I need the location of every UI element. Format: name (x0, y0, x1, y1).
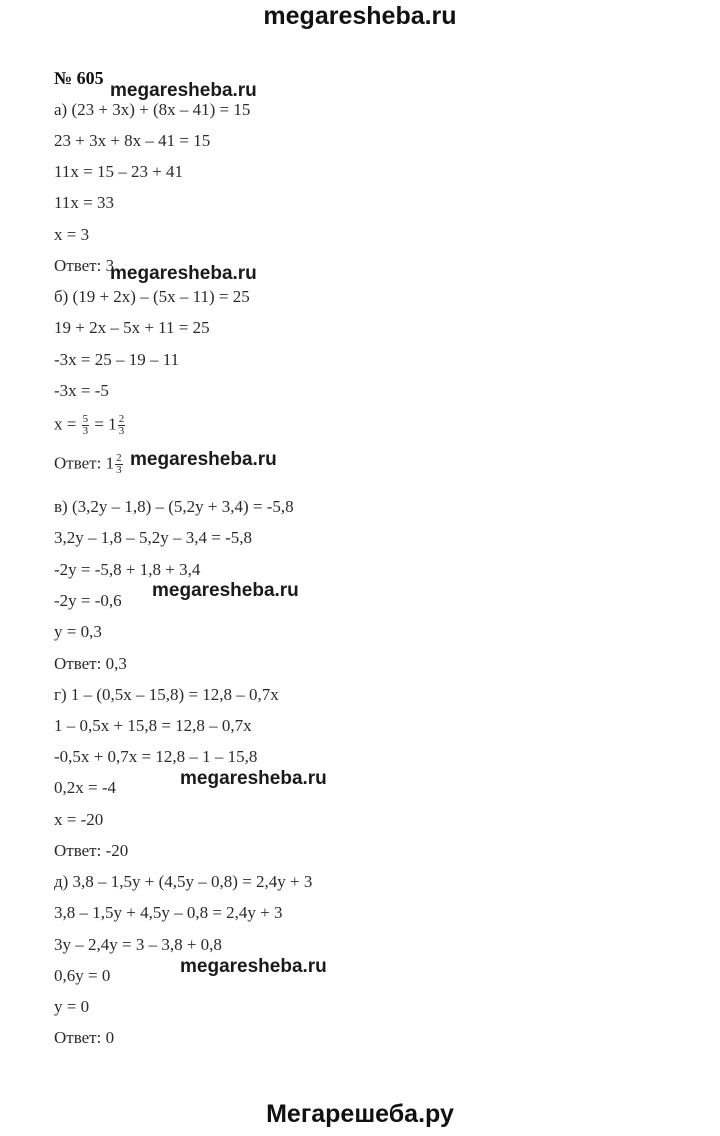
solution-line: -3x = 25 – 19 – 11 (54, 350, 180, 369)
answer-prefix: Ответ: 1 (54, 453, 115, 473)
fraction-denominator: 3 (82, 425, 89, 437)
site-header: megaresheba.ru (263, 2, 457, 30)
fraction-numerator: 2 (118, 413, 125, 425)
solution-line: -3x = -5 (54, 381, 109, 400)
solution-line: 3y – 2,4y = 3 – 3,8 + 0,8 (54, 935, 222, 954)
solution-line: 1 – 0,5x + 15,8 = 12,8 – 0,7x (54, 716, 252, 735)
fraction-denominator: 3 (116, 464, 122, 476)
watermark: megaresheba.ru (110, 80, 257, 101)
solution-line: 0,6y = 0 (54, 966, 111, 985)
solution-line: y = 0,3 (54, 622, 102, 641)
solution-line: г) 1 – (0,5x – 15,8) = 12,8 – 0,7x (54, 685, 279, 704)
watermark: megaresheba.ru (180, 956, 327, 977)
solution-line: 3,8 – 1,5y + 4,5y – 0,8 = 2,4y + 3 (54, 903, 283, 922)
answer-line-fraction (54, 453, 124, 476)
solution-line: 19 + 2x – 5x + 11 = 25 (54, 318, 210, 337)
mixed-fraction (115, 453, 123, 476)
solution-line: -2y = -0,6 (54, 591, 122, 610)
answer-line: Ответ: 3 (54, 256, 115, 275)
answer-line: Ответ: 0,3 (54, 654, 127, 673)
solution-line: б) (19 + 2x) – (5x – 11) = 25 (54, 287, 250, 306)
solution-line: 0,2x = -4 (54, 778, 116, 797)
solution-line: в) (3,2y – 1,8) – (5,2y + 3,4) = -5,8 (54, 497, 294, 516)
fraction-denominator: 3 (118, 425, 125, 437)
solution-line-fraction (54, 414, 126, 437)
site-footer: Мегарешеба.ру (266, 1100, 454, 1128)
watermark: megaresheba.ru (152, 580, 299, 601)
solution-line: 11x = 15 – 23 + 41 (54, 162, 184, 181)
solution-line: д) 3,8 – 1,5y + (4,5y – 0,8) = 2,4y + 3 (54, 872, 313, 891)
solution-line: 23 + 3x + 8x – 41 = 15 (54, 131, 211, 150)
solution-line: x = -20 (54, 810, 104, 829)
answer-line: Ответ: -20 (54, 841, 129, 860)
answer-line: Ответ: 0 (54, 1028, 115, 1047)
expression-prefix: x = (54, 414, 81, 434)
expression-equals: = 1 (90, 414, 117, 434)
mixed-fraction (118, 414, 126, 437)
fraction-numerator: 2 (116, 452, 122, 464)
fraction-numerator: 5 (82, 413, 89, 425)
watermark: megaresheba.ru (130, 449, 277, 470)
watermark: megaresheba.ru (180, 768, 327, 789)
fraction (82, 414, 90, 437)
problem-number: № 605 (54, 68, 104, 88)
solution-line: x = 3 (54, 225, 90, 244)
solution-line: а) (23 + 3x) + (8x – 41) = 15 (54, 100, 251, 119)
solution-line: 11x = 33 (54, 193, 114, 212)
solution-line: -2y = -5,8 + 1,8 + 3,4 (54, 560, 201, 579)
solution-line: 3,2y – 1,8 – 5,2y – 3,4 = -5,8 (54, 528, 252, 547)
solution-line: y = 0 (54, 997, 90, 1016)
solution-line: -0,5x + 0,7x = 12,8 – 1 – 15,8 (54, 747, 258, 766)
watermark: megaresheba.ru (110, 263, 257, 284)
